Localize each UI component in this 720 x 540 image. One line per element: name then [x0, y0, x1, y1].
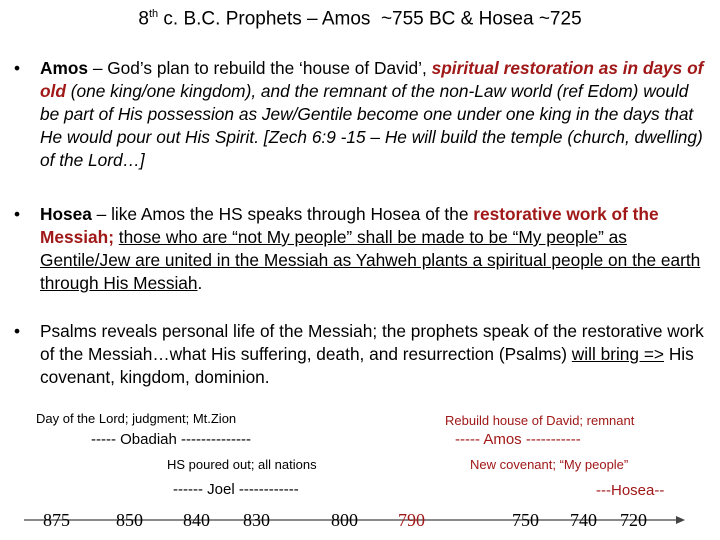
- joel-bar: ------ Joel ------------: [173, 481, 299, 498]
- year-740: 740: [570, 510, 597, 530]
- hosea-highlight: restorative work of the Messiah;: [40, 204, 659, 247]
- year-850: 850: [116, 510, 143, 530]
- psalms-underlined: will bring =>: [571, 344, 665, 364]
- obadiah-note: Day of the Lord; judgment; Mt.Zion: [36, 411, 237, 426]
- bullet-dot: •: [14, 321, 21, 341]
- bullet-dot: •: [14, 58, 21, 78]
- joel-note: HS poured out; all nations: [167, 457, 317, 472]
- bullet-dot: •: [14, 204, 21, 224]
- hosea-underlined: those who are “not My people” shall be made to be “My people” as Gentile/Jew are united in the Messiah as Yahweh plants a spiritual people on the earth through His Messiah: [40, 227, 701, 293]
- psalms-intro: Psalms reveals personal life of the Messiah; the prophets speak of the restorative work of the Messiah…what His suffering, death, and resurrection (Psalms): [40, 321, 704, 364]
- title-text: c. B.C. Prophets – Amos ~755 BC & Hosea ~725: [158, 8, 582, 30]
- hosea-intro: – like Amos the HS speaks through Hosea of the: [91, 204, 474, 224]
- hosea-bar: ---Hosea--: [596, 482, 665, 499]
- year-830: 830: [243, 510, 270, 530]
- psalms-rest: His covenant, kingdom, dominion.: [40, 344, 694, 387]
- year-750: 750: [512, 510, 539, 530]
- hosea-period: .: [197, 273, 203, 293]
- year-840: 840: [183, 510, 210, 530]
- year-720: 720: [620, 510, 647, 530]
- title-ordinal: 8: [138, 8, 149, 30]
- obadiah-bar: ----- Obadiah --------------: [91, 431, 251, 448]
- year-790: 790: [398, 510, 425, 530]
- timeline-arrow-icon: [676, 516, 685, 524]
- amos-highlight: spiritual restoration as in days of old: [40, 58, 704, 101]
- year-875: 875: [43, 510, 70, 530]
- amos-label: Amos: [40, 58, 89, 78]
- hosea-note: New covenant; “My people”: [470, 457, 629, 472]
- amos-rest: (one king/one kingdom), and the remnant of the non-Law world (ref Edom) would be part of His possession as Jew/Gentile become one under one king in the days that He would pour out His Spirit. [Zech 6:9 -15 – He will build the temple (church, dwelling) of the Lord…]: [40, 81, 703, 170]
- title-ordinal-suffix: th: [148, 8, 159, 20]
- year-800: 800: [331, 510, 358, 530]
- amos-bar: ----- Amos -----------: [455, 431, 581, 448]
- amos-intro: – God’s plan to rebuild the ‘house of David’,: [88, 58, 432, 78]
- hosea-label: Hosea: [40, 204, 92, 224]
- amos-note: Rebuild house of David; remnant: [445, 413, 635, 428]
